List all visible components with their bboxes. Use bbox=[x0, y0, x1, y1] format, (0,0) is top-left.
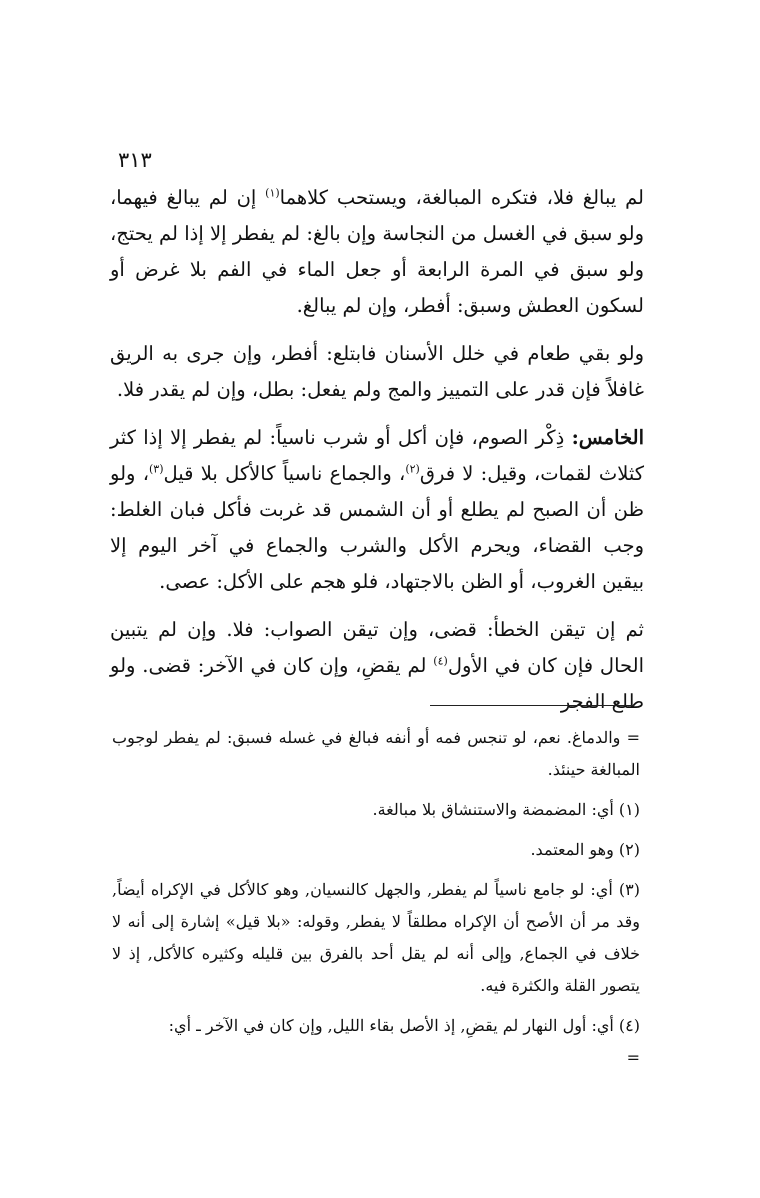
footnote-continuation: = والدماغ. نعم، لو تنجس فمه أو أنفه فبالغ في غسله فسبق: لم يفطر لوجوب المبالغة حينئذ. bbox=[112, 728, 640, 779]
paragraph-text: ، والجماع ناسياً كالأكل بلا قيل bbox=[163, 462, 406, 485]
paragraph-3 bbox=[110, 420, 644, 600]
paragraph-text: لم يقضِ، وإن كان في الآخر: قضى. ولو طلع الفجر bbox=[110, 654, 644, 713]
footnote-1 bbox=[112, 794, 640, 826]
paragraph-text: ثم إن تيقن الخطأ: قضى، وإن تيقن الصواب: فلا. وإن لم يتبين الحال فإن كان في الأول bbox=[110, 618, 644, 677]
footnote-2 bbox=[112, 834, 640, 866]
footnote-text: أي: المضمضة والاستنشاق بلا مبالغة. bbox=[372, 800, 619, 819]
footnote-ref-3: (٣) bbox=[149, 462, 164, 476]
paragraph-4 bbox=[110, 612, 644, 720]
footnote-marker: (١) bbox=[618, 800, 640, 819]
footnote-ref-1: (١) bbox=[265, 186, 280, 200]
footnote-continues-marker: = bbox=[626, 1048, 640, 1067]
footnote-separator bbox=[430, 705, 634, 706]
footnote-text: أي: أول النهار لم يقضِ, إذ الأصل بقاء الليل, وإن كان في الآخر ـ أي: bbox=[168, 1016, 619, 1035]
footnotes bbox=[112, 722, 640, 1082]
page-number: ٣١٣ bbox=[118, 148, 152, 172]
section-label: الخامس: bbox=[571, 426, 644, 449]
paragraph-text: ذِكْر الصوم، فإن أكل أو شرب ناسياً: لم يفطر إلا إذا كثر كثلاث لقمات، وقيل: لا فرق bbox=[110, 426, 645, 485]
paragraph-2 bbox=[110, 336, 644, 408]
footnote-text: أي: لو جامع ناسياً لم يفطر, والجهل كالنسيان, وهو كالأكل في الإكراه أيضاً, وقد مر أن الأصح أن الإكراه مطلقاً لا يفطر, وقوله: «بلا قيل» إشارة إلى أنه لا خلاف في الجماع, وإلى أنه لم يقل أحد بالفرق بين قليله وكثيره كالأكل, إذ لا يتصور القلة والكثرة فيه. bbox=[112, 880, 641, 995]
footnote-text: وهو المعتمد. bbox=[530, 840, 619, 859]
footnote-ref-2: (٢) bbox=[405, 462, 420, 476]
paragraph-text: ، ولو ظن أن الصبح لم يطلع أو أن الشمس قد غربت فأكل فبان الغلط: وجب القضاء، ويحرم الأكل والشرب والجماع في آخر اليوم إلا بيقين الغروب، أو الظن بالاجتهاد، فلو هجم على الأكل: عصى. bbox=[110, 462, 644, 593]
paragraph-text: لم يبالغ فلا، فتكره المبالغة، ويستحب كلاهما bbox=[279, 186, 644, 209]
footnote-4 bbox=[112, 1010, 640, 1074]
footnote-ref-4: (٤) bbox=[433, 654, 448, 668]
main-text bbox=[110, 180, 644, 732]
footnote-marker: (٢) bbox=[618, 840, 640, 859]
footnote-marker: (٤) bbox=[618, 1016, 640, 1035]
paragraph-1 bbox=[110, 180, 644, 324]
paragraph-text: إن لم يبالغ فيهما، ولو سبق في الغسل من النجاسة وإن بالغ: لم يفطر إلا إذا لم يحتج، ولو سبق في المرة الرابعة أو جعل الماء في الفم بلا غرض أو لسكون العطش وسبق: أفطر، وإن لم يبالغ. bbox=[110, 186, 644, 317]
paragraph-text: ولو بقي طعام في خلل الأسنان فابتلع: أفطر، وإن جرى به الريق غافلاً فإن قدر على التمييز والمج ولم يفعل: بطل، وإن لم يقدر فلا. bbox=[110, 342, 644, 401]
footnote-marker: (٣) bbox=[618, 880, 641, 899]
footnote-3 bbox=[112, 874, 640, 1002]
